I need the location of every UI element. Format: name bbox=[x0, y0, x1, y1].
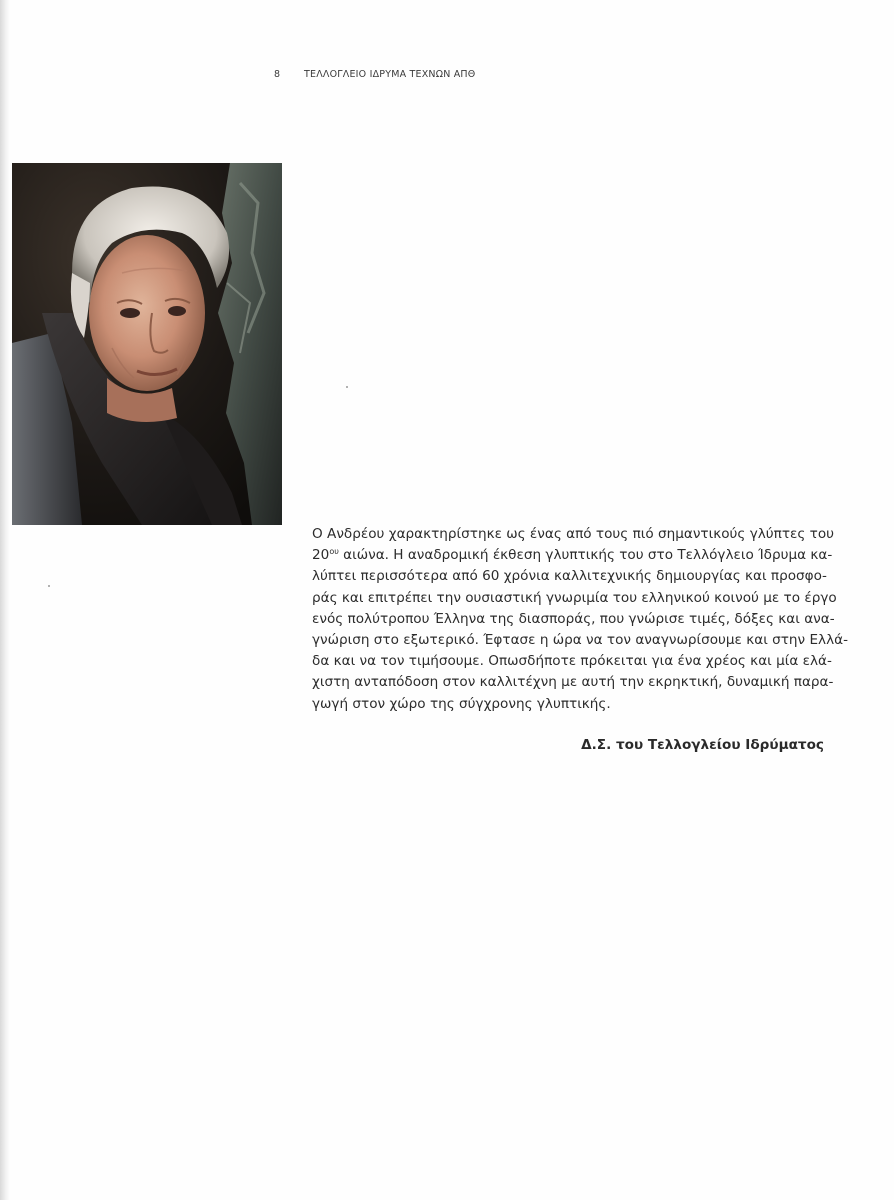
page-number: 8 bbox=[274, 69, 281, 80]
body-paragraph bbox=[312, 524, 848, 715]
running-title: ΤΕΛΛΟΓΛΕΙΟ ΙΔΡΥΜΑ ΤΕΧΝΩΝ ΑΠΘ bbox=[304, 69, 476, 80]
century-number: 20 bbox=[312, 547, 330, 564]
body-line-7: δα και να τον τιμήσουμε. Οπωσδήποτε πρόκειται για ένα χρέος και μία ελά- bbox=[312, 653, 832, 670]
paper-speck bbox=[346, 386, 348, 388]
portrait-photo bbox=[12, 163, 282, 525]
body-line-6: γνώριση στο εξωτερικό. Έφτασε η ώρα να τον αναγνωρίσουμε και στην Ελλά- bbox=[312, 632, 848, 649]
body-line-2-text: αιώνα. Η αναδρομική έκθεση γλυπτικής του στο Τελλόγλειο Ίδρυμα κα- bbox=[338, 547, 833, 564]
page-binding-shadow bbox=[0, 0, 10, 1200]
body-line-1: Ο Ανδρέου χαρακτηρίστηκε ως ένας από τους πιό σημαντικούς γλύπτες του bbox=[312, 526, 835, 542]
portrait-illustration bbox=[12, 163, 282, 525]
body-line-5: ενός πολύτροπου Έλληνα της διασποράς, που γνώρισε τιμές, δόξες και ανα- bbox=[312, 610, 835, 627]
paper-speck bbox=[48, 585, 50, 587]
body-line-3: λύπτει περισσότερα από 60 χρόνια καλλιτεχνικής δημιουργίας και προσφο- bbox=[312, 568, 827, 585]
body-line-8: χιστη ανταπόδοση στον καλλιτέχνη με αυτή την εκρηκτική, δυναμική παρα- bbox=[312, 674, 834, 691]
body-line-2 bbox=[312, 545, 833, 566]
ordinal-superscript: ου bbox=[329, 547, 339, 557]
running-header bbox=[274, 69, 475, 80]
body-line-4: ράς και επιτρέπει την ουσιαστική γνωριμία του ελληνικού κοινού με το έργο bbox=[312, 589, 837, 606]
body-line-9: γωγή στον χώρο της σύγχρονης γλυπτικής. bbox=[312, 695, 611, 712]
signature: Δ.Σ. του Τελλογλείου Ιδρύματος bbox=[581, 737, 824, 753]
